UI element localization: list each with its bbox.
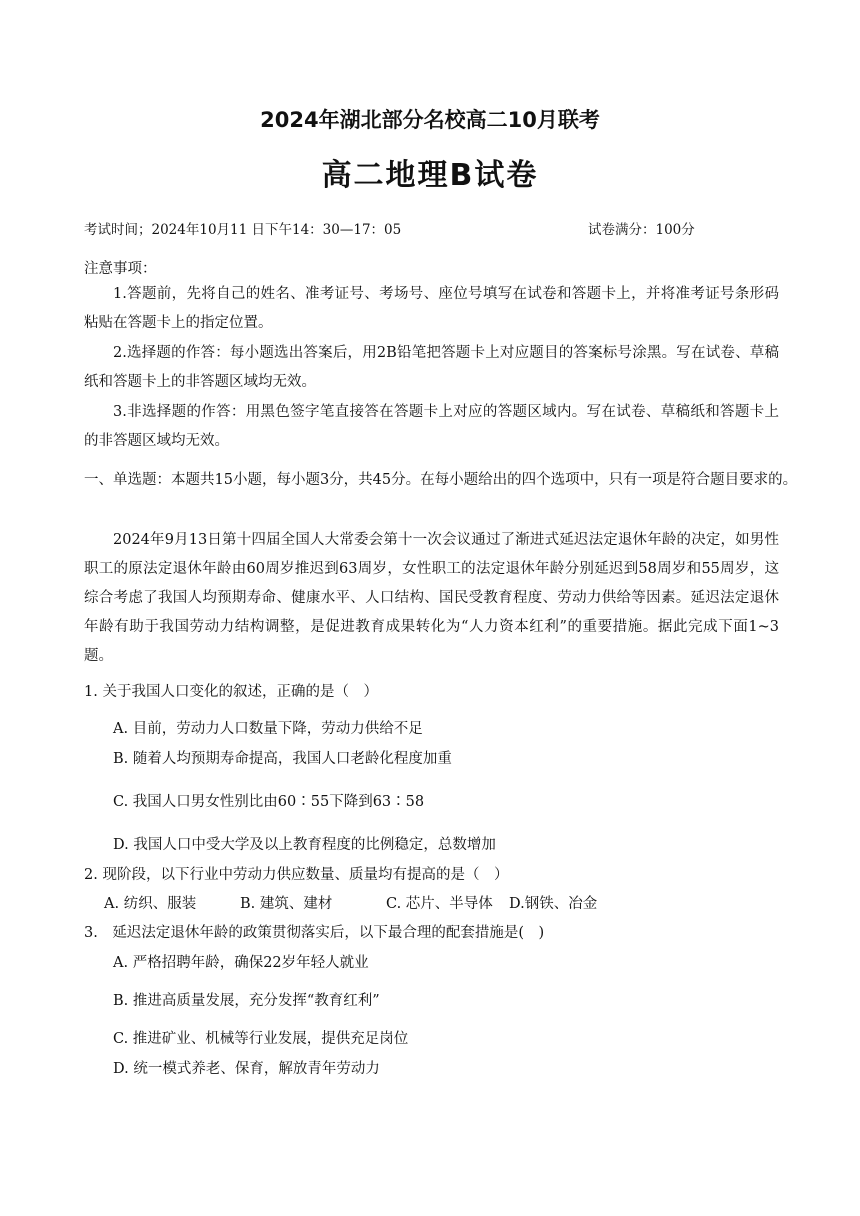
question-2-stem: 2. 现阶段，以下行业中劳动力供应数量、质量均有提高的是（ ） (84, 867, 509, 883)
question-3-option-a: A. 严格招聘年龄，确保22岁年轻人就业 (113, 955, 369, 971)
question-2-option-b: B. 建筑、建材 (240, 896, 333, 912)
notes-heading: 注意事项： (84, 261, 157, 277)
question-1-option-c: C. 我国人口男女性别比由60∶55下降到63∶58 (113, 794, 425, 810)
question-3-option-b: B. 推进高质量发展，充分发挥“教育红利” (113, 993, 380, 1009)
exam-title: 2024年湖北部分名校高二10月联考 (260, 108, 600, 132)
section-heading: 一、单选题：本题共15小题，每小题3分，共45分。在每小题给出的四个选项中，只有一项是符合题目要求的。 (84, 472, 798, 488)
question-1-option-b: B. 随着人均预期寿命提高，我国人口老龄化程度加重 (113, 751, 452, 767)
question-1-option-d: D. 我国人口中受大学及以上教育程度的比例稳定，总数增加 (113, 837, 496, 853)
note-item-1: 1.答题前，先将自己的姓名、准考证号、考场号、座位号填写在试卷和答题卡上，并将准考证号条形码粘贴在答题卡上的指定位置。 (84, 286, 779, 331)
question-2-option-d: D.钢铁、冶金 (509, 896, 598, 912)
note-item-2: 2.选择题的作答：每小题选出答案后，用2B铅笔把答题卡上对应题目的答案标号涂黑。写在试卷、草稿纸和答题卡上的非答题区域均无效。 (84, 345, 779, 390)
question-1-stem: 1. 关于我国人口变化的叙述，正确的是（ ） (84, 684, 378, 700)
question-3-option-d: D. 统一模式养老、保育，解放青年劳动力 (113, 1061, 380, 1077)
material-passage: 2024年9月13日第十四届全国人大常委会第十一次会议通过了渐进式延迟法定退休年龄的决定，如男性职工的原法定退休年龄由60周岁推迟到63周岁，女性职工的法定退休年龄分别延迟到58周岁和55周岁，这综合考虑了我国人均预期寿命、健康水平、人口结构、国民受教育程度、劳动力供给等因素。延迟法定退休年龄有助于我国劳动力结构调整，是促进教育成果转化为“人力资本红利”的重要措施。据此完成下面1~3题。 (84, 532, 779, 664)
note-item-3: 3.非选择题的作答：用黑色签字笔直接答在答题卡上对应的答题区域内。写在试卷、草稿纸和答题卡上的非答题区域均无效。 (84, 404, 779, 449)
question-3-stem: 3. 延迟法定退休年龄的政策贯彻落实后，以下最合理的配套措施是( ) (84, 925, 545, 941)
question-1-option-a: A. 目前，劳动力人口数量下降，劳动力供给不足 (113, 721, 423, 737)
question-2-option-c: C. 芯片、半导体 (386, 896, 493, 912)
full-score: 试卷满分：100分 (588, 222, 695, 238)
exam-time: 考试时间；2024年10月11 日下午14：30—17：05 (84, 222, 402, 238)
question-2-option-a: A. 纺织、服装 (104, 896, 197, 912)
question-3-option-c: C. 推进矿业、机械等行业发展，提供充足岗位 (113, 1031, 409, 1047)
paper-title: 高二地理B试卷 (321, 158, 539, 193)
